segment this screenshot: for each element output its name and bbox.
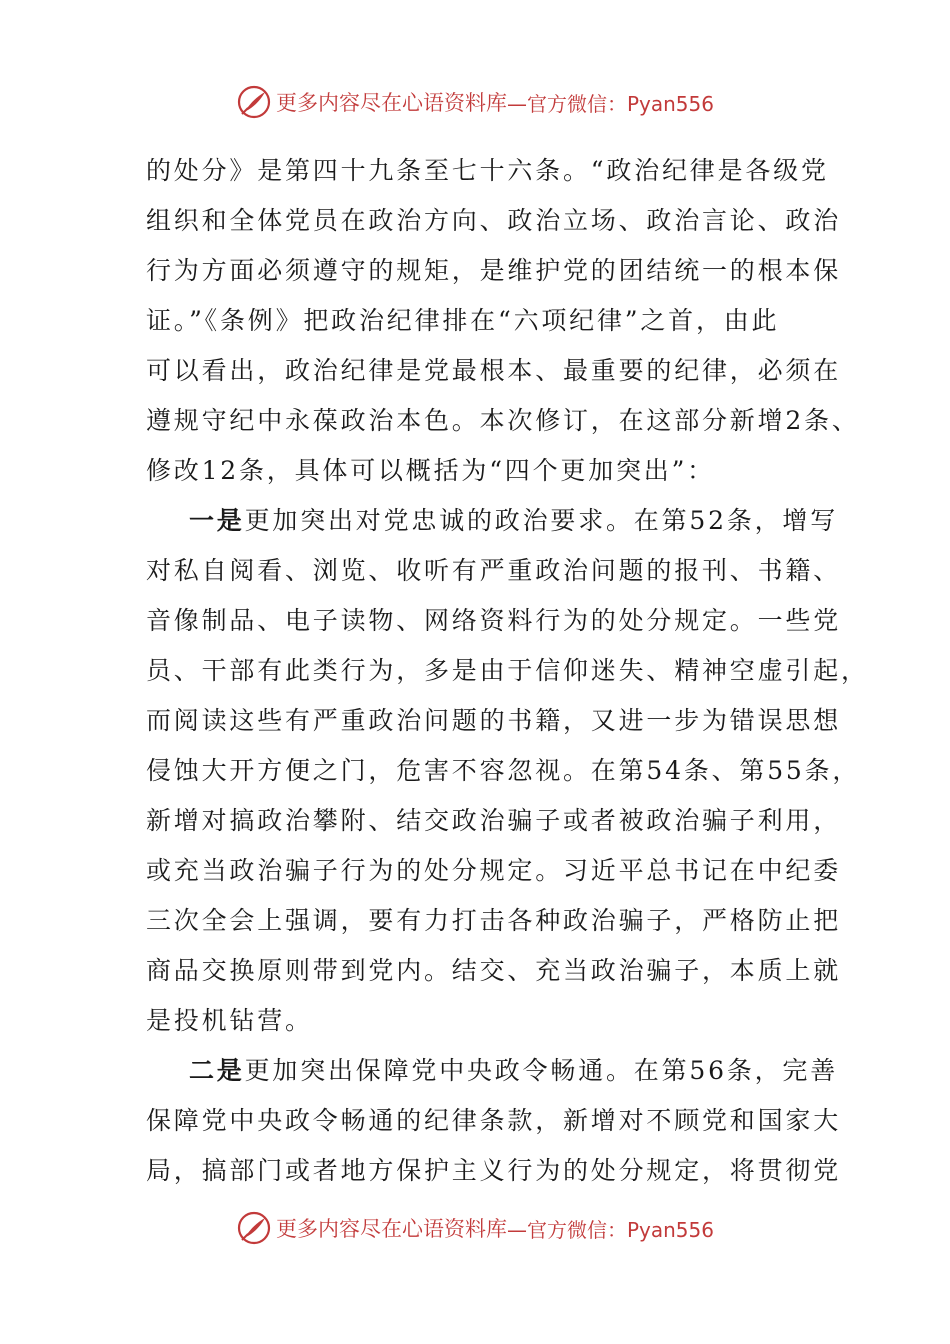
footer-banner bbox=[0, 1208, 950, 1248]
banner-main-text: 更多内容尽在心语资料库 bbox=[275, 1217, 507, 1241]
paragraph-text: 更加突出保障党中央政令畅通。在第56条，完善 bbox=[244, 1056, 839, 1085]
text-line: 侵蚀大开方便之门，危害不容忽视。在第54条、第55条， bbox=[146, 756, 861, 785]
text-line: 可以看出，政治纪律是党最根本、最重要的纪律，必须在 bbox=[146, 356, 842, 385]
paragraph-lead: 一是 bbox=[189, 506, 245, 535]
paragraph-first-line bbox=[146, 1046, 839, 1096]
paragraph-text: 更加突出对党忠诚的政治要求。在第52条，增写 bbox=[244, 506, 839, 535]
text-line: 而阅读这些有严重政治问题的书籍，又进一步为错误思想 bbox=[146, 706, 842, 735]
paragraph-lead: 二是 bbox=[189, 1056, 245, 1085]
text-line: 证。”《条例》把政治纪律排在“六项纪律”之首，由此 bbox=[146, 306, 780, 335]
quill-pen-icon bbox=[236, 1210, 272, 1246]
text-line: 或充当政治骗子行为的处分规定。习近平总书记在中纪委 bbox=[146, 856, 842, 885]
quill-pen-icon bbox=[236, 84, 272, 120]
header-banner bbox=[0, 82, 950, 122]
text-line: 组织和全体党员在政治方向、政治立场、政治言论、政治 bbox=[146, 206, 842, 235]
text-line: 遵规守纪中永葆政治本色。本次修订，在这部分新增2条、 bbox=[146, 406, 860, 435]
text-line: 保障党中央政令畅通的纪律条款，新增对不顾党和国家大 bbox=[146, 1106, 842, 1135]
text-line: 新增对搞政治攀附、结交政治骗子或者被政治骗子利用， bbox=[146, 806, 842, 835]
text-line: 对私自阅看、浏览、收听有严重政治问题的报刊、书籍、 bbox=[146, 556, 842, 585]
banner-wechat-text: —官方微信：Pyan556 bbox=[506, 91, 714, 116]
text-line: 行为方面必须遵守的规矩，是维护党的团结统一的根本保 bbox=[146, 256, 842, 285]
banner-main-text: 更多内容尽在心语资料库 bbox=[275, 91, 507, 115]
paragraph-first-line bbox=[146, 496, 839, 546]
text-line: 商品交换原则带到党内。结交、充当政治骗子，本质上就 bbox=[146, 956, 842, 985]
text-line: 三次全会上强调，要有力打击各种政治骗子，严格防止把 bbox=[146, 906, 842, 935]
text-line: 音像制品、电子读物、网络资料行为的处分规定。一些党 bbox=[146, 606, 842, 635]
text-line: 局，搞部门或者地方保护主义行为的处分规定，将贯彻党 bbox=[146, 1156, 842, 1185]
text-line: 修改12条，具体可以概括为“四个更加突出”： bbox=[146, 456, 715, 485]
text-line: 是投机钻营。 bbox=[146, 1006, 313, 1035]
text-line: 的处分》是第四十九条至七十六条。“政治纪律是各级党 bbox=[146, 156, 829, 185]
banner-wechat-text: —官方微信：Pyan556 bbox=[506, 1217, 714, 1242]
document-body bbox=[146, 146, 869, 1196]
text-line: 员、干部有此类行为，多是由于信仰迷失、精神空虚引起， bbox=[146, 656, 869, 685]
